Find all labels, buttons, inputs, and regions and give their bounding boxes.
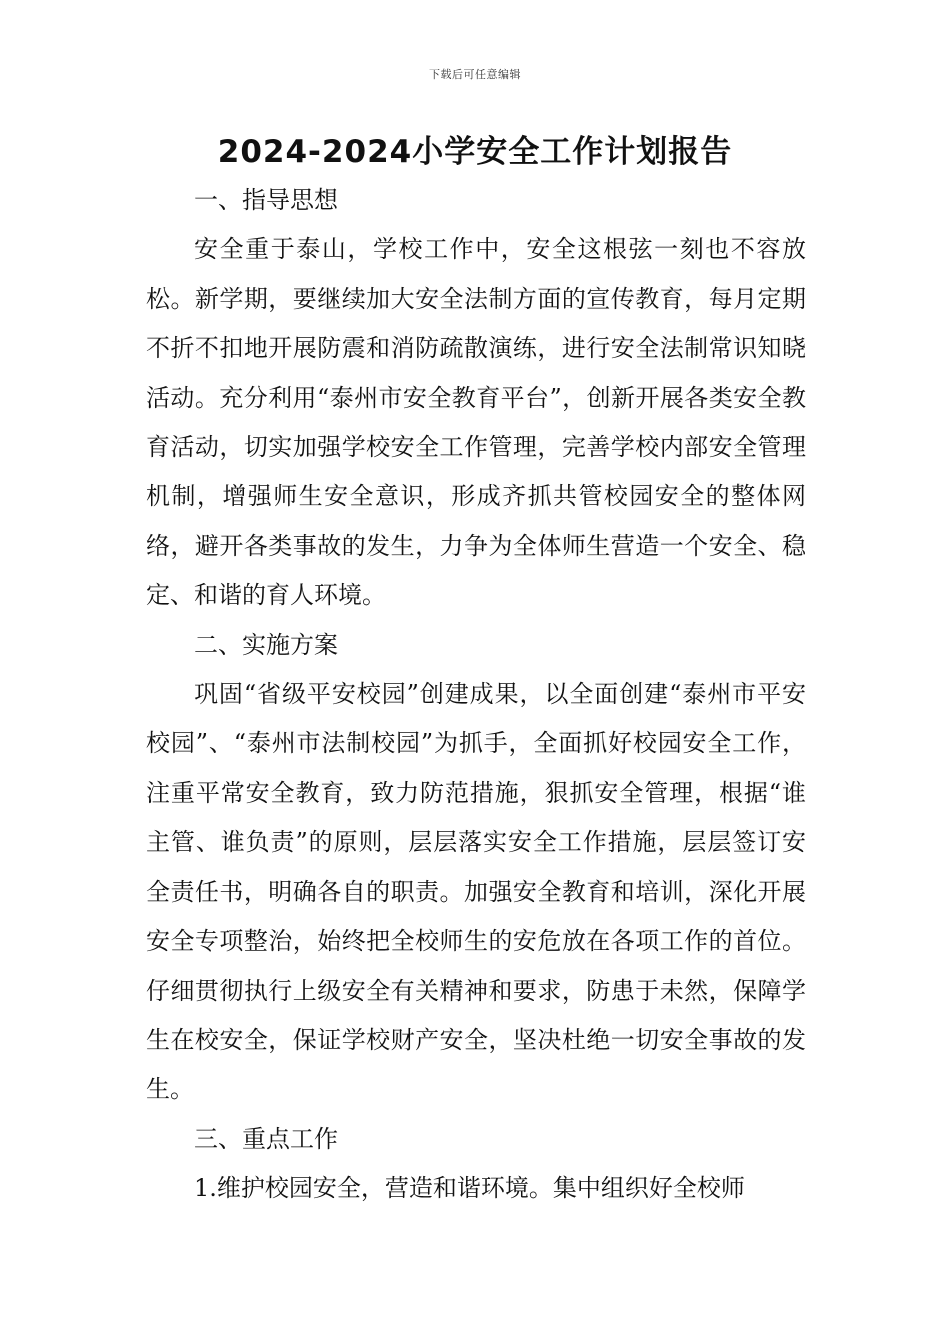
document-body (146, 176, 806, 1214)
section-paragraph-implementation-plan: 巩固“省级平安校园”创建成果，以全面创建“泰州市平安校园”、“泰州市法制校园”为抓手，全面抓好校园安全工作，注重平常安全教育，致力防范措施，狠抓安全管理，根据“谁主管、谁负责”的原则，层层落实安全工作措施，层层签订安全责任书，明确各自的职责。加强安全教育和培训，深化开展安全专项整治，始终把全校师生的安危放在各项工作的首位。仔细贯彻执行上级安全有关精神和要求，防患于未然，保障学生在校安全，保证学校财产安全，坚决杜绝一切安全事故的发生。 (146, 680, 806, 1104)
section-paragraph-key-work: 1.维护校园安全，营造和谐环境。集中组织好全校师 (194, 1174, 745, 1203)
section-heading-implementation-plan: 二、实施方案 (194, 630, 338, 659)
section-heading-guiding-ideology: 一、指导思想 (194, 186, 338, 214)
section-heading-key-work: 三、重点工作 (194, 1124, 338, 1153)
section-paragraph-guiding-ideology: 安全重于泰山，学校工作中，安全这根弦一刻也不容放松。新学期，要继续加大安全法制方面的宣传教育，每月定期不折不扣地开展防震和消防疏散演练，进行安全法制常识知晓活动。充分利用“泰州市安全教育平台”，创新开展各类安全教育活动，切实加强学校安全工作管理，完善学校内部安全管理机制，增强师生安全意识，形成齐抓共管校园安全的整体网络，避开各类事故的发生，力争为全体师生营造一个安全、稳定、和谐的育人环境。 (146, 235, 806, 610)
document-title: 2024-2024小学安全工作计划报告 (217, 134, 733, 170)
header-note: 下载后可任意编辑 (429, 68, 521, 81)
